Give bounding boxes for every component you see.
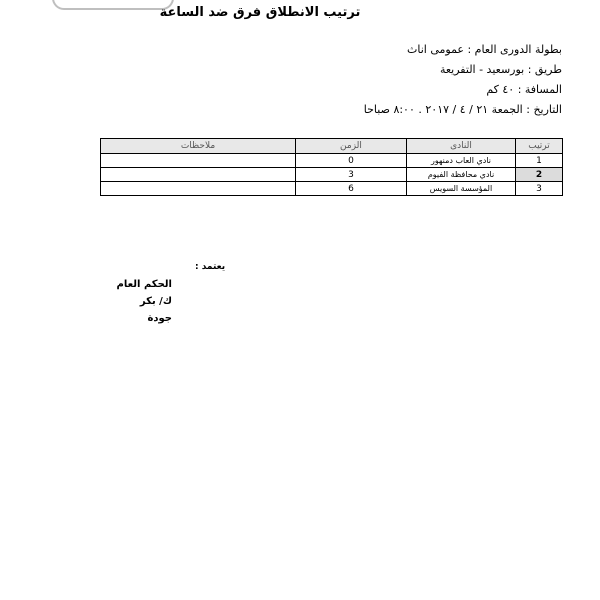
event-info [364, 40, 562, 120]
page-title: ترتيب الانطلاق فرق ضد الساعة [159, 5, 361, 20]
referee-title: الحكم العام [116, 279, 172, 290]
header-notes: ملاحظات [101, 139, 296, 154]
header-time: الزمن [296, 139, 407, 154]
signature-block [112, 276, 172, 327]
rank-cell: 3 [516, 182, 563, 196]
time-cell: 3 [296, 168, 407, 182]
table-row [101, 182, 563, 196]
club-cell: نادي محافظة الفيوم [407, 168, 516, 182]
start-order-table [100, 138, 563, 196]
championship-line: بطولة الدورى العام : عمومى اناث [407, 43, 562, 56]
rank-cell: 2 [516, 168, 563, 182]
table-row [101, 168, 563, 182]
club-cell: المؤسسة السويس [407, 182, 516, 196]
table-header-row [101, 139, 563, 154]
header-rank: ترتيب [516, 139, 563, 154]
distance-line: المسافة : ٤٠ كم [486, 83, 562, 96]
date-line: التاريخ : الجمعة ٢١ / ٤ / ٢٠١٧ . ٨:٠٠ صباحا [363, 103, 562, 116]
approval-label: يعتمد : [195, 262, 226, 272]
time-cell: 6 [296, 182, 407, 196]
time-cell: 0 [296, 154, 407, 168]
table-row [101, 154, 563, 168]
rank-cell: 1 [516, 154, 563, 168]
club-cell: نادي العاب دمنهور [407, 154, 516, 168]
notes-cell [101, 168, 296, 182]
referee-name: ك/ بكر جودة [139, 296, 172, 324]
notes-cell [101, 154, 296, 168]
route-line: طريق : بورسعيد - التفريعة [439, 63, 562, 76]
header-club: النادى [407, 139, 516, 154]
notes-cell [101, 182, 296, 196]
